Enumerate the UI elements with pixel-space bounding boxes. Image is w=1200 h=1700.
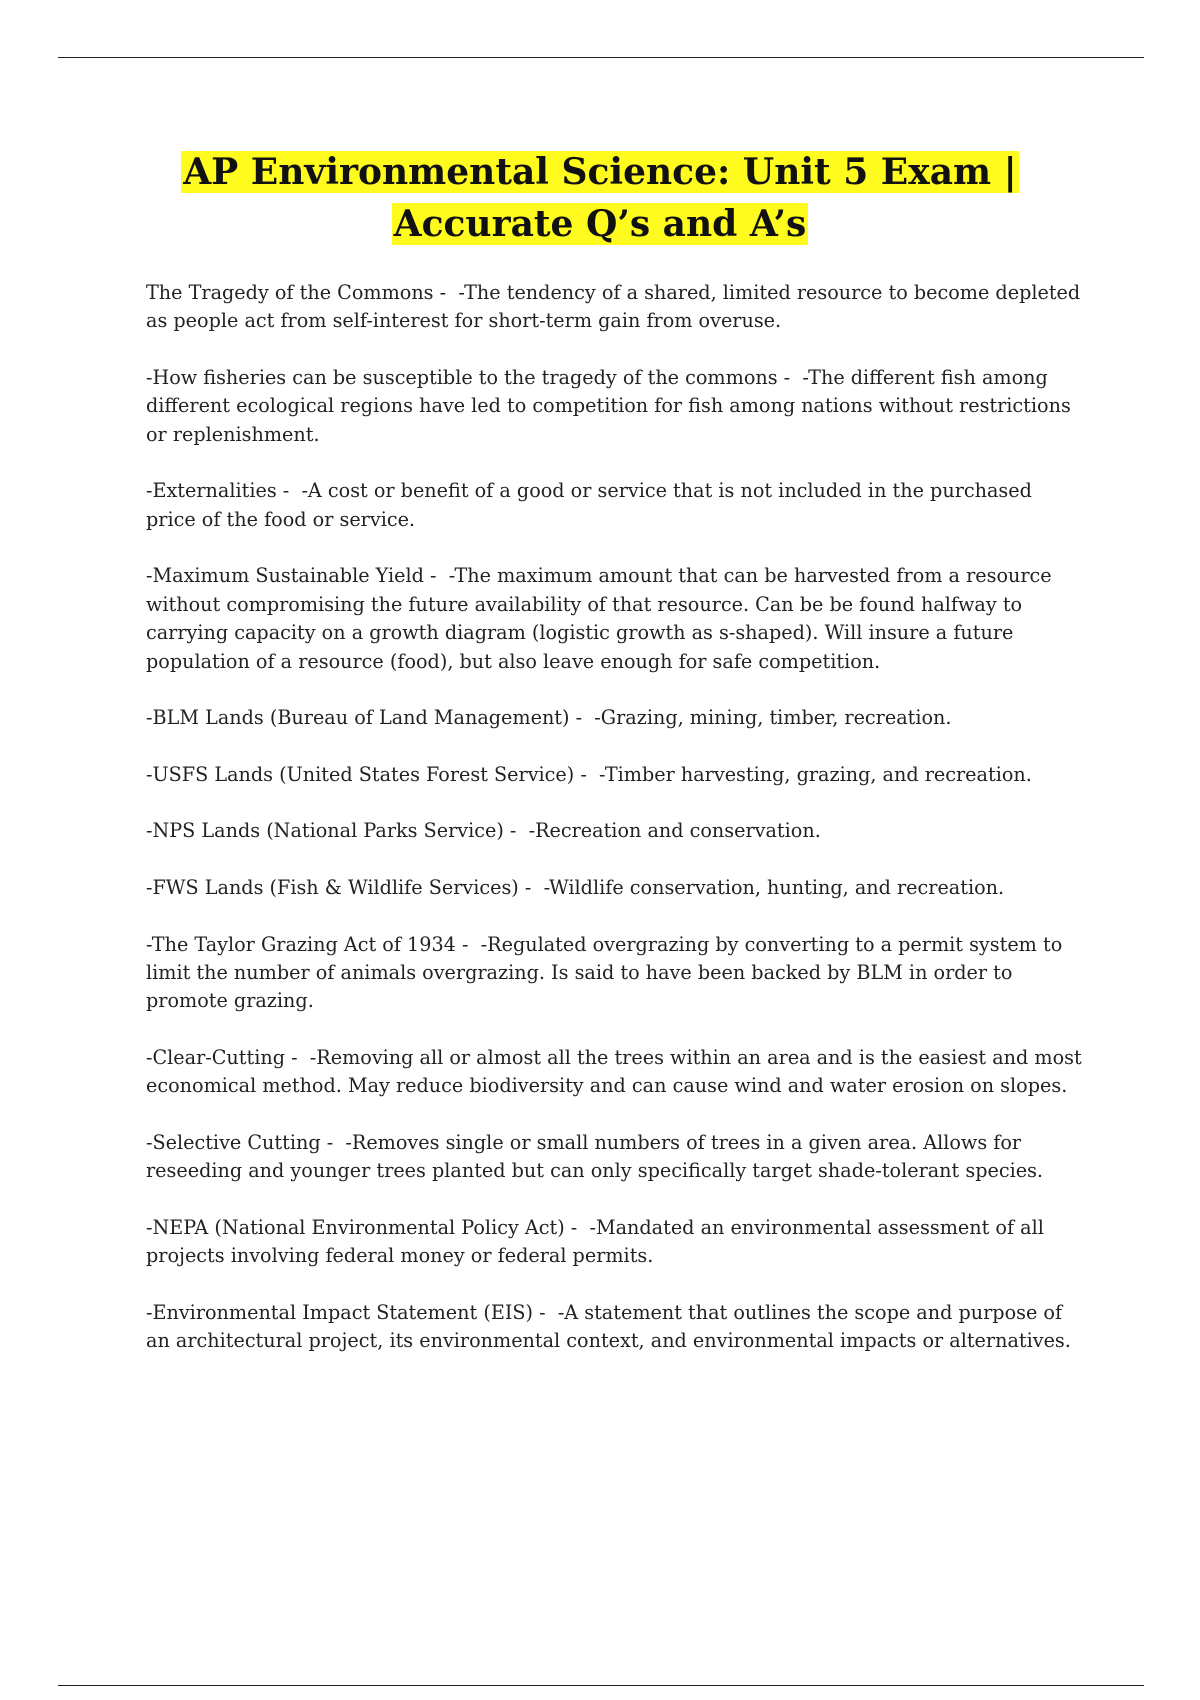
qa-entry bbox=[146, 279, 1086, 336]
qa-definition: -Recreation and conservation. bbox=[528, 819, 821, 843]
qa-definition: -A statement that outlines the scope and purpose of an architectural project, its environmental context, and environmental impacts or alternatives. bbox=[146, 1301, 1071, 1353]
qa-entry bbox=[146, 761, 1086, 789]
qa-term: -Maximum Sustainable Yield - bbox=[146, 564, 449, 587]
title-line-2: Accurate Q’s and A’s bbox=[393, 203, 807, 245]
qa-entry bbox=[146, 1129, 1086, 1186]
qa-entry bbox=[146, 817, 1086, 845]
qa-definition: -Removing all or almost all the trees within an area and is the easiest and most economical method. May reduce biodiversity and can cause wind and water erosion on slopes. bbox=[146, 1046, 1082, 1098]
qa-entry bbox=[146, 874, 1086, 902]
title-line-1: AP Environmental Science: Unit 5 Exam | bbox=[183, 151, 1017, 193]
qa-list bbox=[146, 279, 1086, 1384]
qa-term: -The Taylor Grazing Act of 1934 - bbox=[146, 933, 481, 956]
qa-entry bbox=[146, 562, 1086, 676]
qa-definition: -Grazing, mining, timber, recreation. bbox=[594, 706, 952, 730]
qa-entry bbox=[146, 364, 1086, 449]
qa-definition: -The tendency of a shared, limited resource to become depleted as people act from self-interest for short-term gain from overuse. bbox=[146, 281, 1081, 333]
qa-entry bbox=[146, 1044, 1086, 1101]
qa-term: -NEPA (National Environmental Policy Act) - bbox=[146, 1216, 589, 1239]
qa-term: -USFS Lands (United States Forest Service) - bbox=[146, 763, 599, 786]
title-block bbox=[0, 146, 1200, 250]
qa-term: -Selective Cutting - bbox=[146, 1131, 345, 1154]
qa-term: -How fisheries can be susceptible to the tragedy of the commons - bbox=[146, 366, 802, 389]
document-title bbox=[0, 146, 1200, 250]
qa-definition: -Mandated an environmental assessment of all projects involving federal money or federal permits. bbox=[146, 1216, 1044, 1268]
qa-definition: -Timber harvesting, grazing, and recreation. bbox=[599, 762, 1032, 786]
header-rule bbox=[58, 57, 1144, 58]
qa-entry bbox=[146, 477, 1086, 534]
qa-term: -Clear-Cutting - bbox=[146, 1046, 310, 1069]
qa-definition: -A cost or benefit of a good or service that is not included in the purchased price of the food or service. bbox=[146, 479, 1032, 531]
qa-entry bbox=[146, 704, 1086, 732]
qa-entry bbox=[146, 1214, 1086, 1271]
qa-term: -NPS Lands (National Parks Service) - bbox=[146, 819, 529, 842]
qa-definition: -Regulated overgrazing by converting to a permit system to limit the number of animals overgrazing. Is said to have been backed by BLM in order to promote grazing. bbox=[146, 932, 1063, 1013]
qa-term: -Externalities - bbox=[146, 479, 301, 502]
qa-term: -FWS Lands (Fish & Wildlife Services) - bbox=[146, 876, 544, 899]
qa-term: The Tragedy of the Commons - bbox=[146, 281, 458, 304]
footer-rule bbox=[58, 1685, 1144, 1686]
qa-definition: -Wildlife conservation, hunting, and recreation. bbox=[543, 876, 1005, 899]
qa-definition: -The different fish among different ecological regions have led to competition for fish among nations without restrictions or replenishment. bbox=[146, 366, 1071, 446]
qa-definition: -Removes single or small numbers of trees in a given area. Allows for reseeding and younger trees planted but can only specifically target shade-tolerant species. bbox=[146, 1131, 1044, 1183]
qa-term: -Environmental Impact Statement (EIS) - bbox=[146, 1301, 558, 1324]
qa-definition: -The maximum amount that can be harvested from a resource without compromising the future availability of that resource. Can be be found halfway to carrying capacity on a growth diagram (logistic growth as s-shaped). Will insure a future population of a resource (food), but also leave enough for safe competition. bbox=[146, 564, 1052, 673]
qa-entry bbox=[146, 931, 1086, 1016]
qa-entry bbox=[146, 1299, 1086, 1356]
qa-term: -BLM Lands (Bureau of Land Management) - bbox=[146, 706, 594, 729]
